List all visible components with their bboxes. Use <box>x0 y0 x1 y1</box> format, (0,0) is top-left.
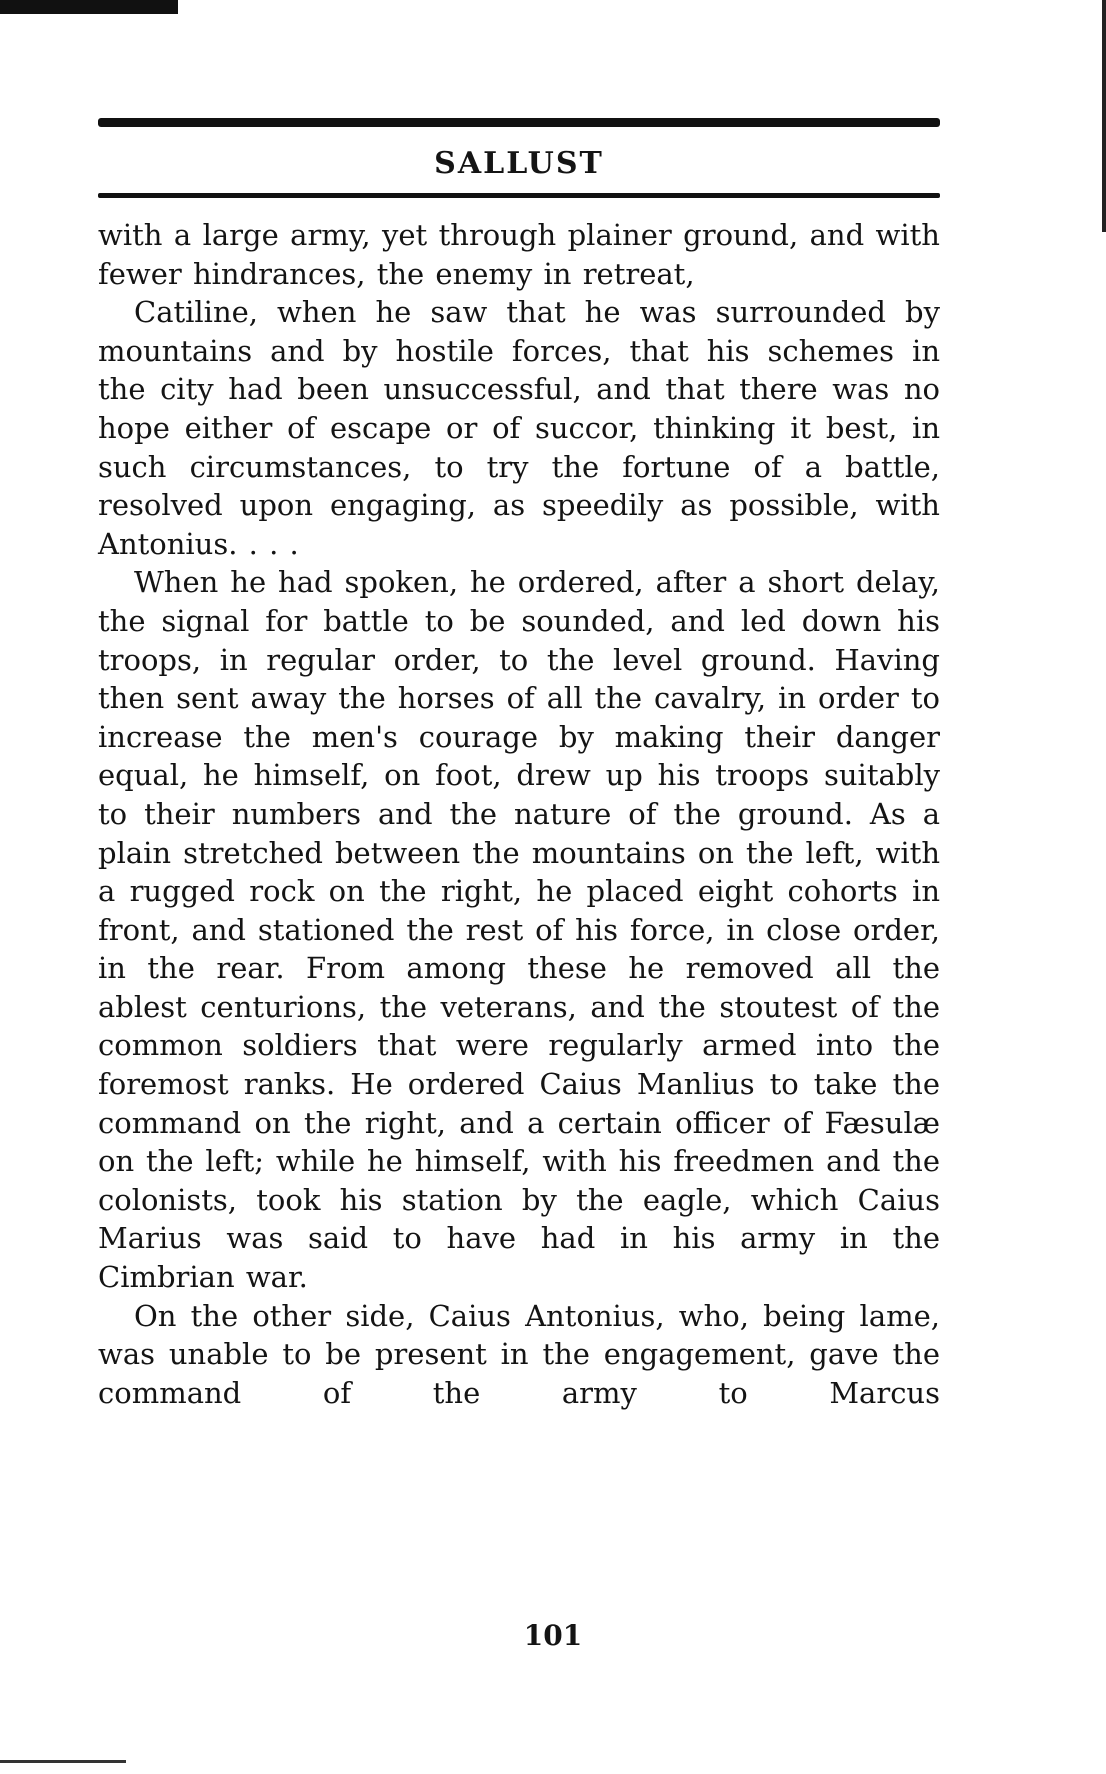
paragraph: When he had spoken, he ordered, after a short delay, the signal for battle to be sounded, and led down his troops, in regular order, to the level ground. Having then sent away the horses of all the cavalry, in order to increase the men's courage by making their danger equal, he himself, on foot, drew up his troops suitably to their numbers and the nature of the ground. As a plain stretched between the mountains on the left, with a rugged rock on the right, he placed eight cohorts in front, and stationed the rest of his force, in close order, in the rear. From among these he removed all the ablest centurions, the veterans, and the stoutest of the common soldiers that were regularly armed into the foremost ranks. He ordered Caius Manlius to take the command on the right, and a certain officer of Fæsulæ on the left; while he himself, with his freedmen and the colonists, took his station by the eagle, which Caius Marius was said to have had in his army in the Cimbrian war. <box>98 565 940 1295</box>
book-page <box>98 118 940 1412</box>
paragraph: Catiline, when he saw that he was surrounded by mountains and by hostile forces, that his schemes in the city had been unsuccessful, and that there was no hope either of escape or of succor, thinking it best, in such circumstances, to try the fortune of a battle, resolved upon engaging, as speedily as possible, with Antonius. . . . <box>98 295 940 561</box>
page-number: 101 <box>523 1619 583 1652</box>
header-rule-bottom <box>98 193 940 198</box>
scan-edge-mark-top <box>0 0 178 14</box>
paragraph-continued: with a large army, yet through plainer ground, and with fewer hindrances, the enemy in retreat, <box>98 218 940 291</box>
paragraph: On the other side, Caius Antonius, who, being lame, was unable to be present in the engagement, gave the command of the army to Marcus <box>98 1298 940 1410</box>
body-text <box>98 216 940 1412</box>
scan-edge-mark-right <box>1102 0 1106 232</box>
running-head: SALLUST <box>434 146 604 181</box>
scan-edge-mark-bottom <box>0 1760 126 1763</box>
header-rule-top <box>98 118 940 127</box>
